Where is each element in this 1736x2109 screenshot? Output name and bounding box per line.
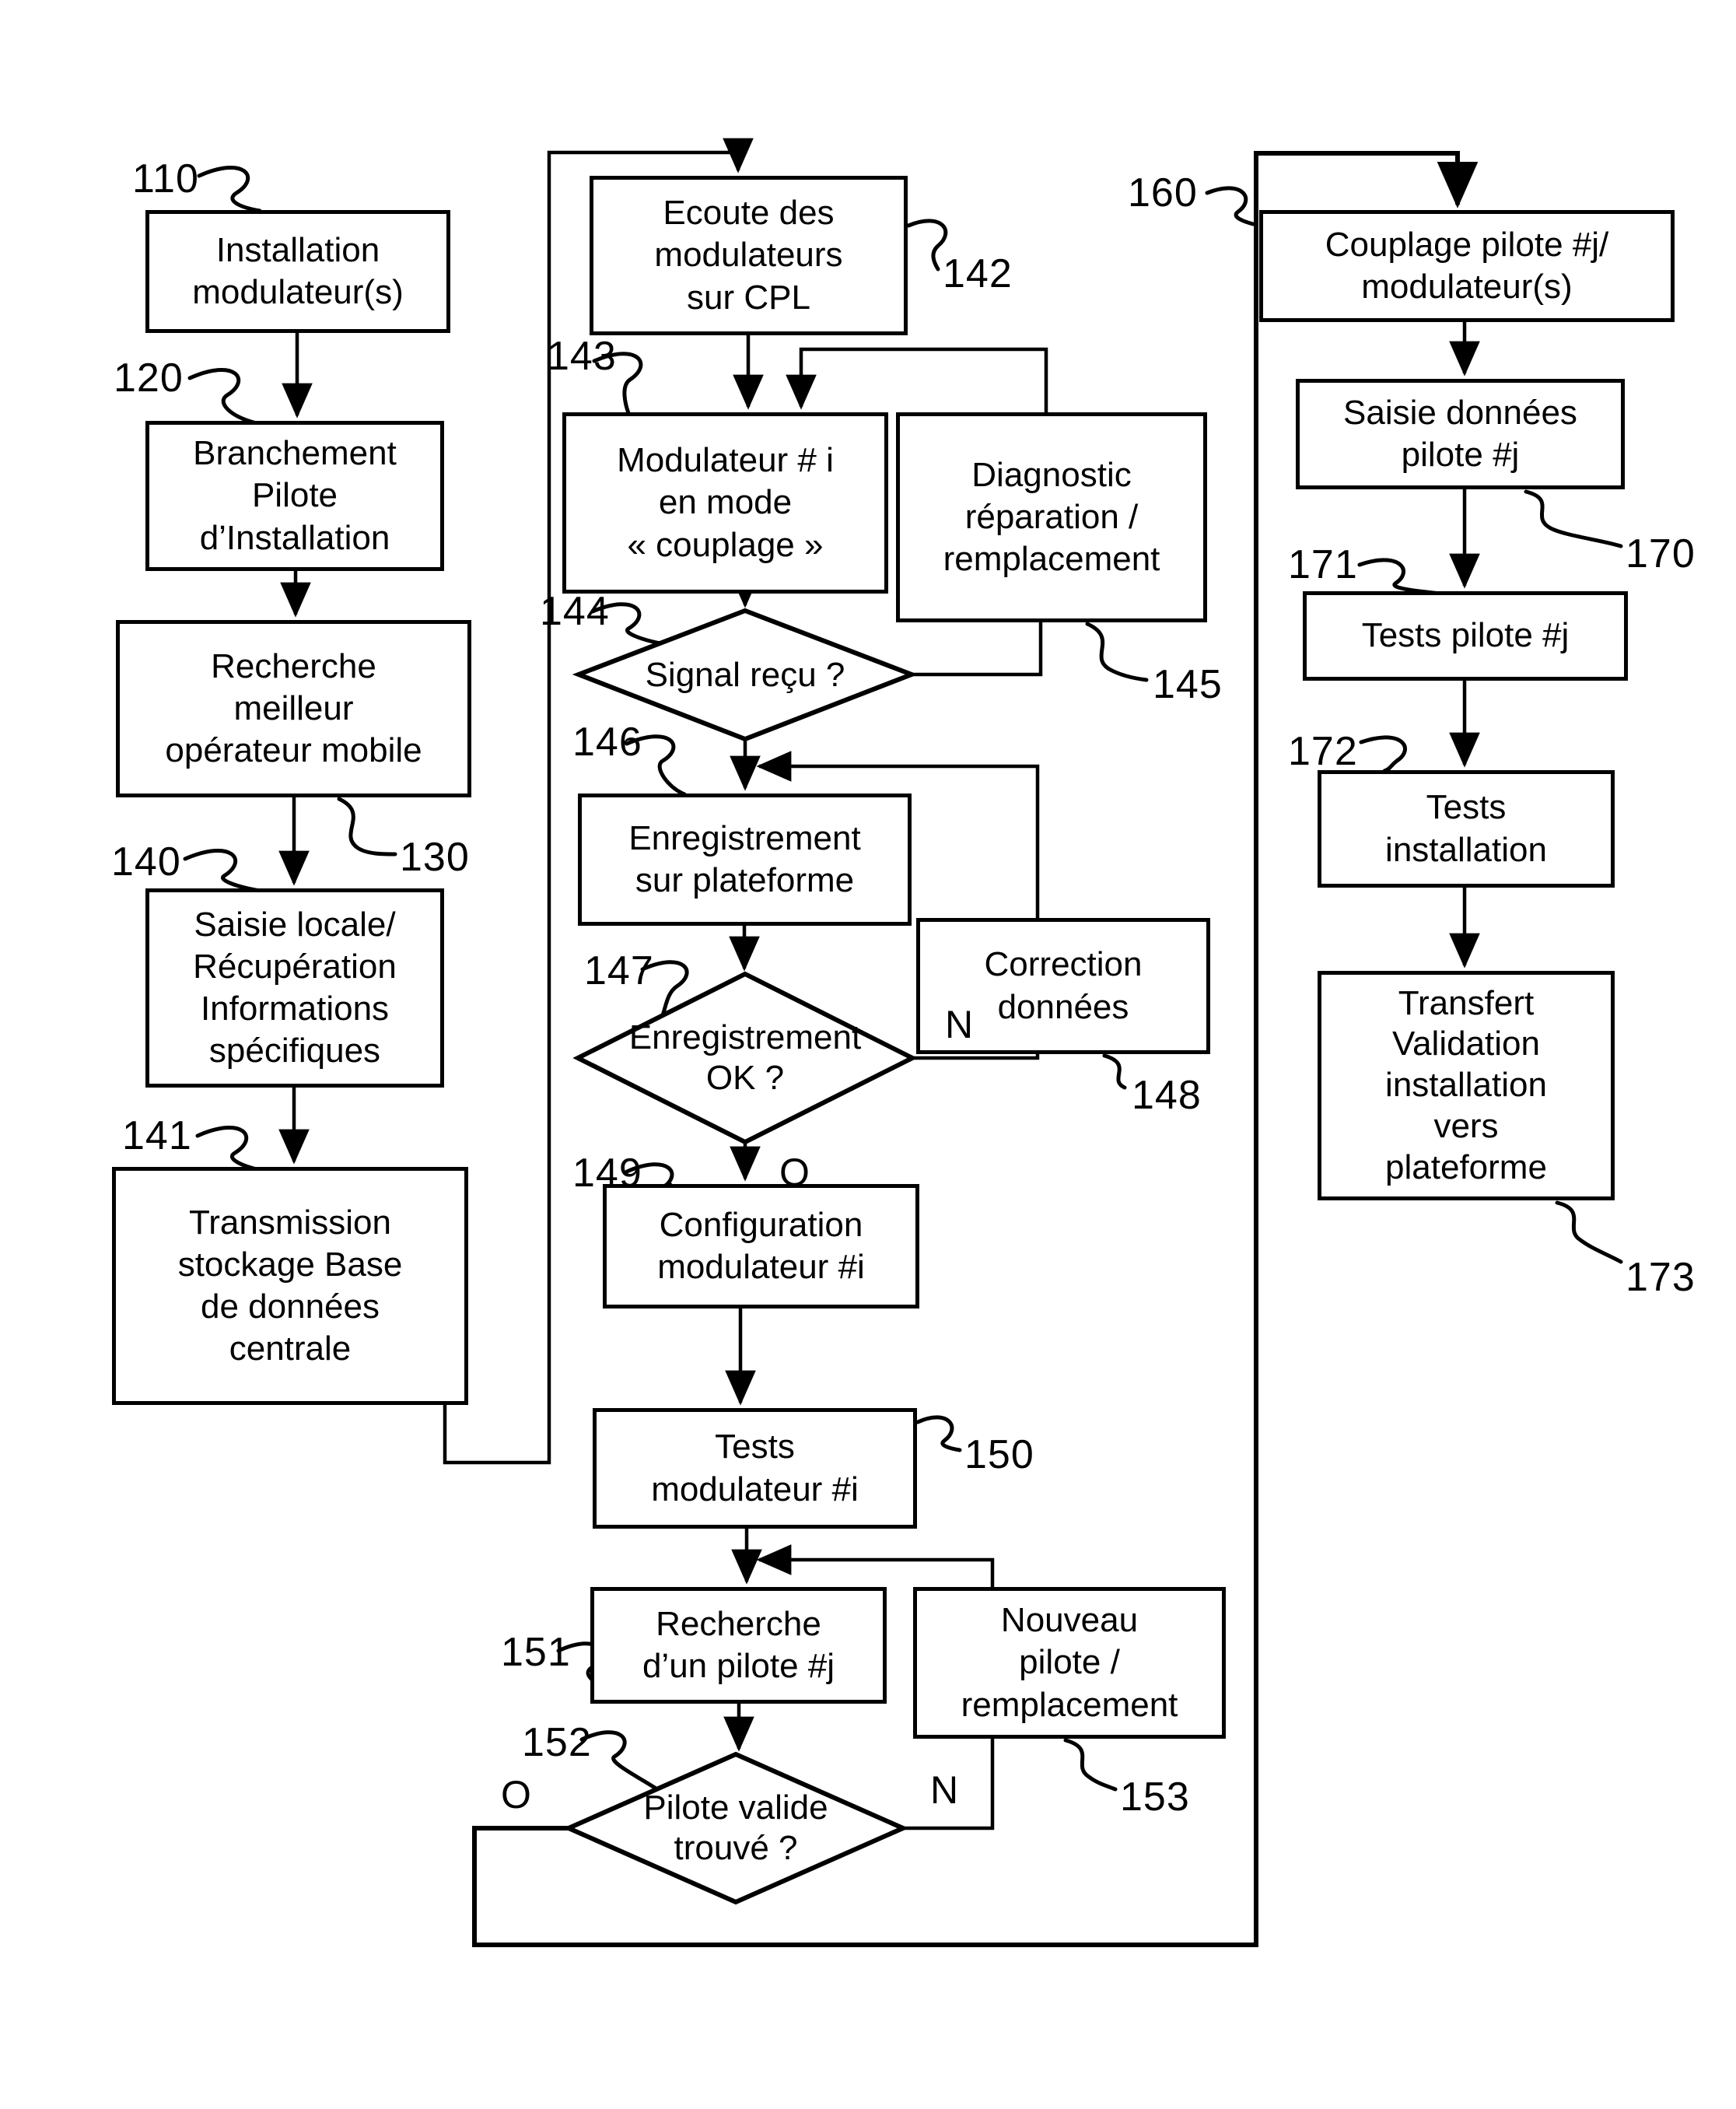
step-171-tests-pilote: Tests pilote #j [1303,591,1628,681]
ref-145: 145 [1153,662,1223,707]
ref-147: 147 [584,948,654,993]
ref-squiggle-148 [1104,1056,1125,1088]
decision-144-signal-recu: Signal reçu ? [645,655,845,694]
ref-110: 110 [132,156,199,201]
ref-squiggle-142 [908,221,946,269]
ref-squiggle-141 [198,1127,257,1169]
ref-141: 141 [122,1113,192,1158]
step-146-enregistrement-plateforme: Enregistrement sur plateforme [578,794,912,926]
ref-172: 172 [1288,729,1358,774]
ref-squiggle-172 [1361,737,1405,771]
step-142-ecoute-modulateurs: Ecoute des modulateurs sur CPL [590,176,908,335]
step-141-transmission-stockage: Transmission stockage Base de données centrale [112,1167,468,1405]
ref-squiggle-153 [1066,1740,1115,1789]
branch-147-yes: O [779,1151,810,1194]
ref-143: 143 [547,334,617,379]
ref-171: 171 [1288,542,1358,587]
branch-152-no: N [930,1768,959,1812]
ref-squiggle-110 [199,167,260,211]
step-120-branchement-pilote: Branchement Pilote d’Installation [145,421,444,571]
ref-149: 149 [572,1151,642,1196]
ref-squiggle-140 [185,850,260,891]
ref-squiggle-170 [1526,492,1621,546]
ref-squiggle-160 [1207,188,1253,224]
step-149-configuration-modulateur: Configuration modulateur #i [603,1184,919,1308]
ref-140: 140 [111,839,181,885]
branch-147-no: N [945,1003,974,1046]
ref-squiggle-120 [190,370,257,423]
decision-147-enregistrement-ok: Enregistrement OK ? [628,1018,862,1097]
ref-146: 146 [572,720,642,765]
step-148-correction-donnees: Correction données [916,918,1210,1054]
decision-152-pilote-valide: Pilote valide trouvé ? [643,1788,828,1867]
edge-144-145 [912,622,1041,674]
ref-160: 160 [1128,170,1198,215]
ref-144: 144 [540,589,610,634]
step-140-saisie-locale: Saisie locale/ Récupération Informations spécifiques [145,888,444,1088]
step-173-transfert-validation: Transfert Validation installation vers plateforme [1318,971,1615,1200]
ref-153: 153 [1120,1774,1190,1820]
ref-130: 130 [400,835,470,880]
ref-squiggle-130 [339,799,395,854]
step-153-nouveau-pilote: Nouveau pilote / remplacement [913,1587,1226,1739]
step-130-recherche-operateur: Recherche meilleur opérateur mobile [116,620,471,797]
step-110-installation-modulateurs: Installation modulateur(s) [145,210,450,333]
branch-152-yes: O [501,1773,531,1816]
ref-173: 173 [1626,1255,1696,1300]
ref-150: 150 [964,1432,1034,1477]
ref-170: 170 [1626,531,1696,576]
step-150-tests-modulateur: Tests modulateur #i [593,1408,917,1529]
step-143-modulateur-couplage: Modulateur # i en mode « couplage » [562,412,888,594]
ref-142: 142 [943,251,1013,296]
ref-148: 148 [1132,1073,1202,1118]
ref-152: 152 [522,1720,592,1765]
step-170-saisie-donnees-pilote: Saisie données pilote #j [1296,379,1625,489]
ref-squiggle-171 [1360,560,1440,594]
edge-153-151-feedback [759,1560,992,1587]
edge-147-148-n [912,1054,1038,1058]
edge-145-143-feedback [801,349,1046,412]
step-145-diagnostic-reparation: Diagnostic réparation / remplacement [896,412,1207,622]
step-160-couplage-pilote: Couplage pilote #j/ modulateur(s) [1259,210,1675,322]
ref-squiggle-150 [918,1417,960,1450]
step-172-tests-installation: Tests installation [1318,770,1615,888]
ref-151: 151 [501,1630,571,1675]
ref-120: 120 [114,356,184,401]
ref-squiggle-145 [1087,624,1146,680]
step-151-recherche-pilote: Recherche d’un pilote #j [590,1587,887,1704]
ref-squiggle-173 [1557,1203,1621,1262]
